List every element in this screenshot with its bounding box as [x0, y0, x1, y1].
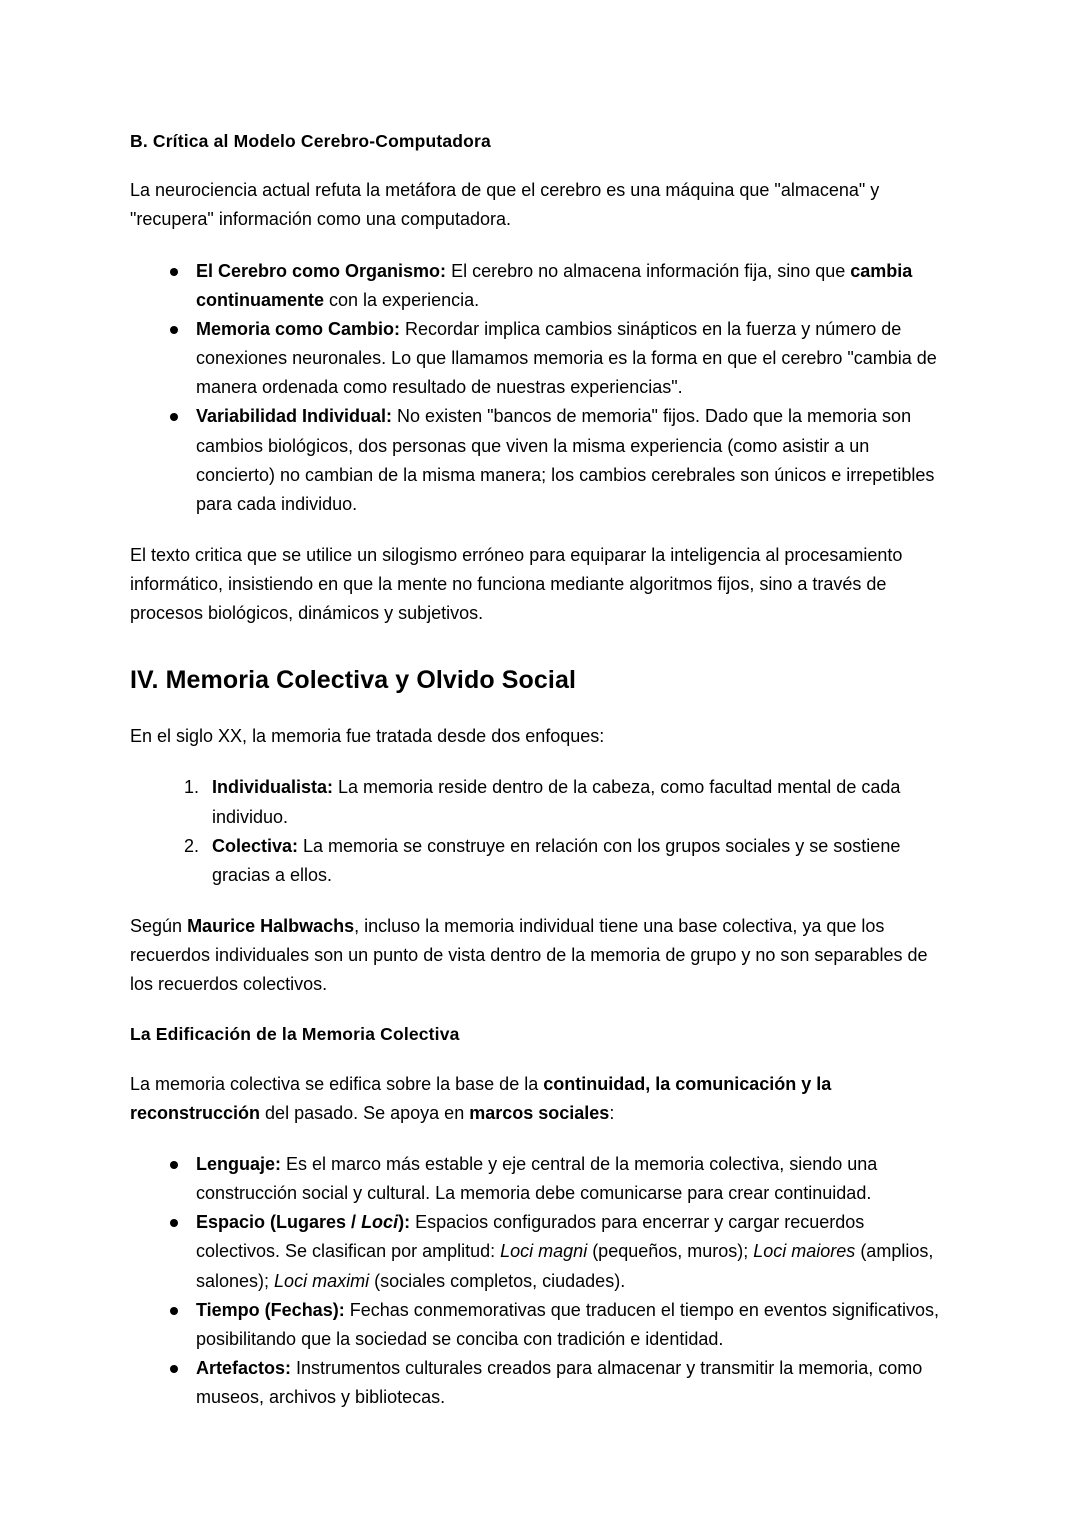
list-item — [204, 773, 950, 831]
bullet-emphasis: cambia continuamente — [196, 260, 913, 310]
section-iv-heading: IV. Memoria Colectiva y Olvido Social — [130, 666, 576, 695]
edificacion-part2: del pasado. Se apoya en — [260, 1102, 470, 1123]
list-item — [196, 257, 950, 315]
bullet-text: Fechas conmemorativas que traducen el tiempo en eventos significativos, posibilitando que la sociedad se conciba con tradición e identidad. — [196, 1299, 940, 1349]
section-b-intro-paragraph: La neurociencia actual refuta la metáfora de que el cerebro es una máquina que "almacena" y "recupera" información como una computadora. — [130, 180, 880, 230]
list-item — [196, 1208, 950, 1295]
bullet-term: Lenguaje: — [196, 1154, 282, 1174]
halbwachs-paragraph — [130, 912, 950, 999]
list-item — [196, 315, 950, 402]
list-item-term: Individualista: — [212, 777, 334, 798]
bullet-text: El cerebro no almacena información fija, sino que — [446, 260, 851, 281]
bullet-term: Espacio (Lugares / Loci): — [196, 1212, 411, 1233]
bullet-term: Variabilidad Individual: — [196, 406, 393, 427]
bullet-term: Memoria como Cambio: — [196, 318, 401, 339]
section-iv-intro-paragraph: En el siglo XX, la memoria fue tratada desde dos enfoques: — [130, 726, 605, 747]
bullet-text-tail: con la experiencia. — [324, 289, 480, 310]
document-body — [130, 128, 950, 1412]
list-item — [204, 832, 950, 890]
marcos-sociales-list — [130, 1150, 950, 1412]
edificacion-subheading: La Edificación de la Memoria Colectiva — [130, 1024, 460, 1045]
section-b-heading: B. Crítica al Modelo Cerebro-Computadora — [130, 131, 491, 151]
list-item — [196, 1150, 950, 1208]
list-item-term: Colectiva: — [212, 835, 299, 856]
edificacion-bold2: marcos sociales — [469, 1102, 610, 1123]
edificacion-bold1: continuidad, la comunicación y la reconstrucción — [130, 1073, 832, 1123]
list-item-text: La memoria se construye en relación con los grupos sociales y se sostiene gracias a ellos. — [212, 835, 901, 885]
loci-maximi: Loci maximi — [274, 1270, 370, 1291]
bullet-term: Tiempo (Fechas): — [196, 1299, 345, 1320]
bullet-text: Instrumentos culturales creados para almacenar y transmitir la memoria, como museos, archivos y bibliotecas. — [196, 1358, 923, 1408]
list-item — [196, 402, 950, 519]
bullet-text: Es el marco más estable y eje central de la memoria colectiva, siendo una construcción social y cultural. La memoria debe comunicarse para crear continuidad. — [196, 1154, 878, 1204]
bullet-text: Espacios configurados para encerrar y cargar recuerdos colectivos. Se clasifican por amplitud: Loci magni (pequeños, muros); Loci maiores (amplios, salones); Loci maximi (sociales completos, ciudades). — [196, 1212, 934, 1291]
loci-maiores: Loci maiores — [753, 1241, 856, 1262]
section-b-closing-paragraph: El texto critica que se utilice un silogismo erróneo para equiparar la inteligencia al procesamiento informático, insistiendo en que la mente no funciona mediante algoritmos fijos, sino a través de procesos biológicos, dinámicos y subjetivos. — [130, 544, 903, 624]
list-item — [196, 1354, 950, 1412]
section-b-bullet-list — [130, 257, 950, 519]
bullet-text: No existen "bancos de memoria" fijos. Dado que la memoria son cambios biológicos, dos personas que viven la misma experiencia (como asistir a un concierto) no cambian de la misma manera; los cambios cerebrales son únicos e irrepetibles para cada individuo. — [196, 406, 935, 514]
bullet-term-italic: Loci — [361, 1212, 399, 1233]
bullet-text: Recordar implica cambios sinápticos en la fuerza y número de conexiones neuronales. Lo que llamamos memoria es la forma en que el cerebro "cambia de manera ordenada como resultado de nuestras experiencias". — [196, 318, 937, 398]
bullet-term: El Cerebro como Organismo: — [196, 260, 447, 281]
halbwachs-suffix: , incluso la memoria individual tiene una base colectiva, ya que los recuerdos individuales son un punto de vista dentro de la memoria de grupo y no son separables de los recuerdos colectivos. — [130, 915, 928, 995]
bullet-term: Artefactos: — [196, 1358, 292, 1379]
halbwachs-name: Maurice Halbwachs — [187, 915, 355, 936]
section-iv-numbered-list — [130, 773, 950, 890]
edificacion-paragraph — [130, 1070, 950, 1128]
list-item-text: La memoria reside dentro de la cabeza, como facultad mental de cada individuo. — [212, 777, 901, 827]
list-item — [196, 1296, 950, 1354]
edificacion-part1: La memoria colectiva se edifica sobre la base de la — [130, 1073, 544, 1094]
loci-magni: Loci magni — [500, 1241, 588, 1262]
edificacion-part3: : — [609, 1102, 615, 1123]
halbwachs-prefix: Según — [130, 915, 188, 936]
